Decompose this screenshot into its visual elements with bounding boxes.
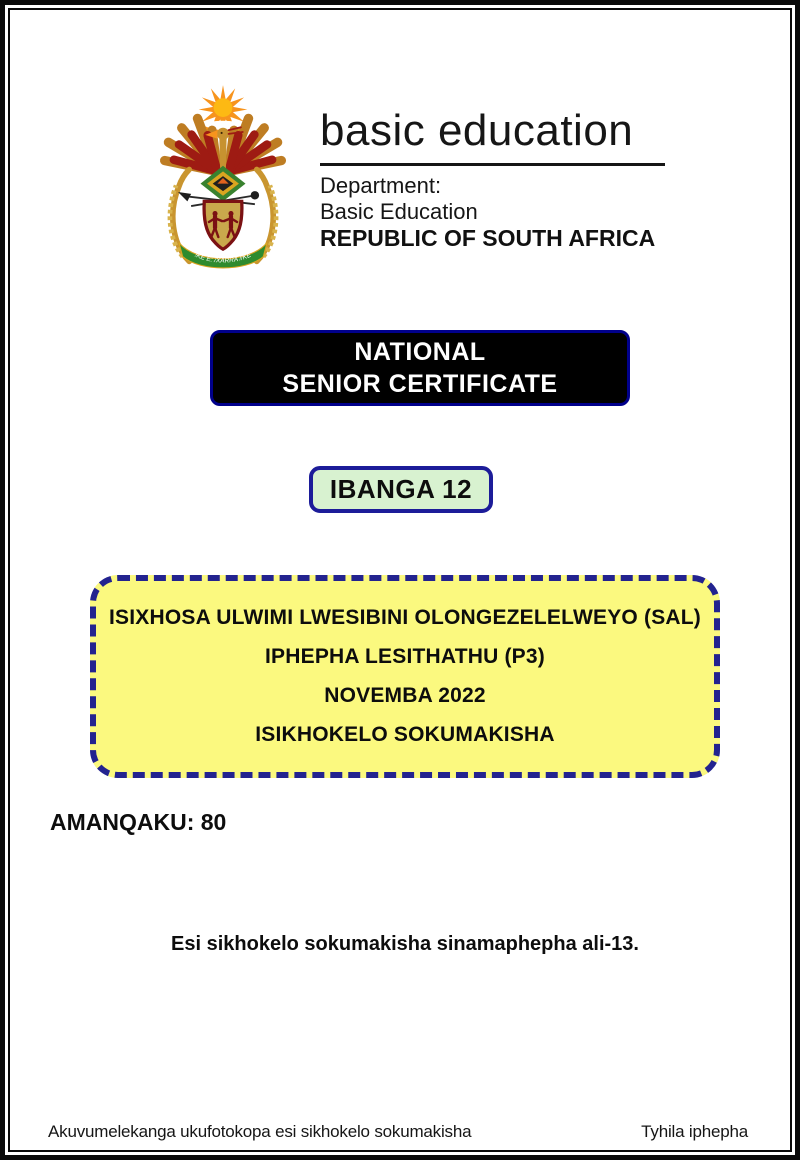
total-marks: AMANQAKU: 80 — [50, 809, 227, 835]
certificate-line2: SENIOR CERTIFICATE — [282, 370, 558, 398]
grade-badge — [309, 466, 493, 513]
pages-note: Esi sikhokelo sokumakisha sinamaphepha ali-13. — [171, 933, 639, 955]
exam-title-box — [90, 575, 720, 778]
coat-of-arms-motto: !KE E: /XARRA //KE — [193, 251, 253, 265]
exam-doc-type: ISIKHOKELO SOKUMAKISHA — [255, 723, 555, 746]
certificate-line1: NATIONAL — [354, 337, 486, 366]
south-africa-coat-of-arms-icon — [148, 77, 298, 277]
exam-date: NOVEMBA 2022 — [324, 684, 486, 707]
exam-paper: IPHEPHA LESITHATHU (P3) — [265, 645, 545, 668]
page-footer — [48, 1122, 748, 1142]
brand-name: basic education — [320, 106, 634, 155]
department-label: Department: — [320, 173, 442, 198]
turn-page-instruction: Tyhila iphepha — [641, 1122, 748, 1141]
brand-underline — [320, 163, 665, 166]
certificate-banner — [210, 330, 630, 406]
department-name: Basic Education — [320, 198, 478, 224]
country-name: REPUBLIC OF SOUTH AFRICA — [320, 224, 656, 251]
grade-label: IBANGA 12 — [329, 474, 473, 504]
copyright-notice: Akuvumelekanga ukufotokopa esi sikhokelo sokumakisha — [48, 1122, 472, 1141]
exam-subject: ISIXHOSA ULWIMI LWESIBINI OLONGEZELELWEYO (SAL) — [109, 606, 701, 629]
department-letterhead — [320, 106, 680, 253]
